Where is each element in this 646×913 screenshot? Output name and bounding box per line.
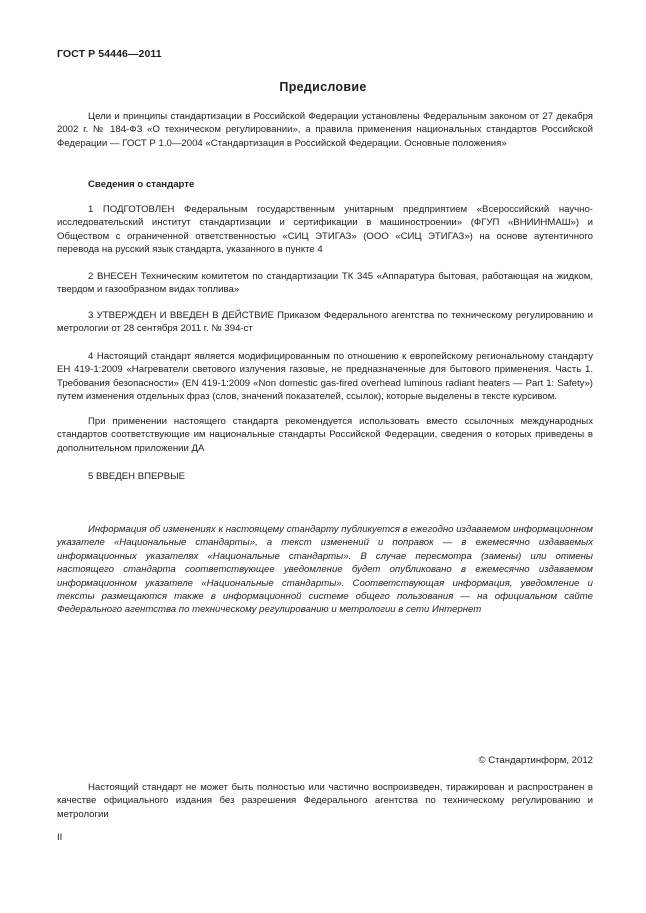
legal-notice: Настоящий стандарт не может быть полностью или частично воспроизведен, тиражирован и распространен в качестве официального издания без разрешения Федерального агентства по техническому регулированию и метрологии	[57, 782, 593, 820]
section-heading: Сведения о стандарте	[88, 179, 195, 190]
intro-paragraph: Цели и принципы стандартизации в Российской Федерации установлены Федеральным законом от 27 декабря 2002 г. № 184-ФЗ «О техническом регулировании», а правила применения национальных стандартов Российской Федерации — ГОСТ Р 1.0—2004 «Стандартизация в Российской Федерации. Основные положения»	[57, 111, 593, 149]
item-modified: 4 Настоящий стандарт является модифицированным по отношению к европейскому региональному стандарту ЕН 419-1:2009 «Нагреватели светового излучения газовые, не предназначенные для бытового применения. Часть 1. Требования безопасности» (EN 419-1:2009 «Non domestic gas-fired overhead luminous radiant heaters — Part 1: Safety») путем изменения отдельных фраз (слов, значений показателей, ссылок), которые выделены в тексте курсивом.	[57, 351, 593, 403]
page-number: II	[57, 832, 63, 843]
copyright: © Стандартинформ, 2012	[478, 755, 593, 766]
notice-paragraph: Информация об изменениях к настоящему стандарту публикуется в ежегодно издаваемом информационном указателе «Национальные стандарты», а текст изменений и поправок — в ежемесячно издаваемых информационных указателях «Национальные стандарты». В случае пересмотра (замены) или отмены настоящего стандарта соответствующее уведомление будет опубликовано в ежемесячно издаваемом информационном указателе «Национальные стандарты». Соответствующая информация, уведомление и тексты размещаются также в информационной системе общего пользования — на официальном сайте Федерального агентства по техническому регулированию и метрологии в сети Интернет	[57, 524, 593, 616]
standard-code: ГОСТ Р 54446—2011	[57, 48, 162, 60]
item-references: При применении настоящего стандарта рекомендуется использовать вместо ссылочных международных стандартов соответствующие им национальные стандарты Российской Федерации, сведения о которых приведены в дополнительном приложении ДА	[57, 416, 593, 454]
item-first-introduced: 5 ВВЕДЕН ВПЕРВЫЕ	[88, 471, 186, 482]
item-prepared: 1 ПОДГОТОВЛЕН Федеральным государственным унитарным предприятием «Всероссийский научно-исследовательский институт стандартизации и сертификации в машиностроении» (ФГУП «ВНИИНМАШ») и Обществом с ограниченной ответственностью «СИЦ ЭТИГАЗ» (ООО «СИЦ ЭТИГАЗ») на основе аутентичного перевода на русский язык стандарта, указанного в пункте 4	[57, 204, 593, 256]
item-approved: 3 УТВЕРЖДЕН И ВВЕДЕН В ДЕЙСТВИЕ Приказом Федерального агентства по техническому регулированию и метрологии от 28 сентября 2011 г. № 394-ст	[57, 310, 593, 335]
item-introduced: 2 ВНЕСЕН Техническим комитетом по стандартизации ТК 345 «Аппаратура бытовая, работающая на жидком, твердом и газообразном видах топлива»	[57, 271, 593, 296]
page-title: Предисловие	[279, 80, 367, 94]
